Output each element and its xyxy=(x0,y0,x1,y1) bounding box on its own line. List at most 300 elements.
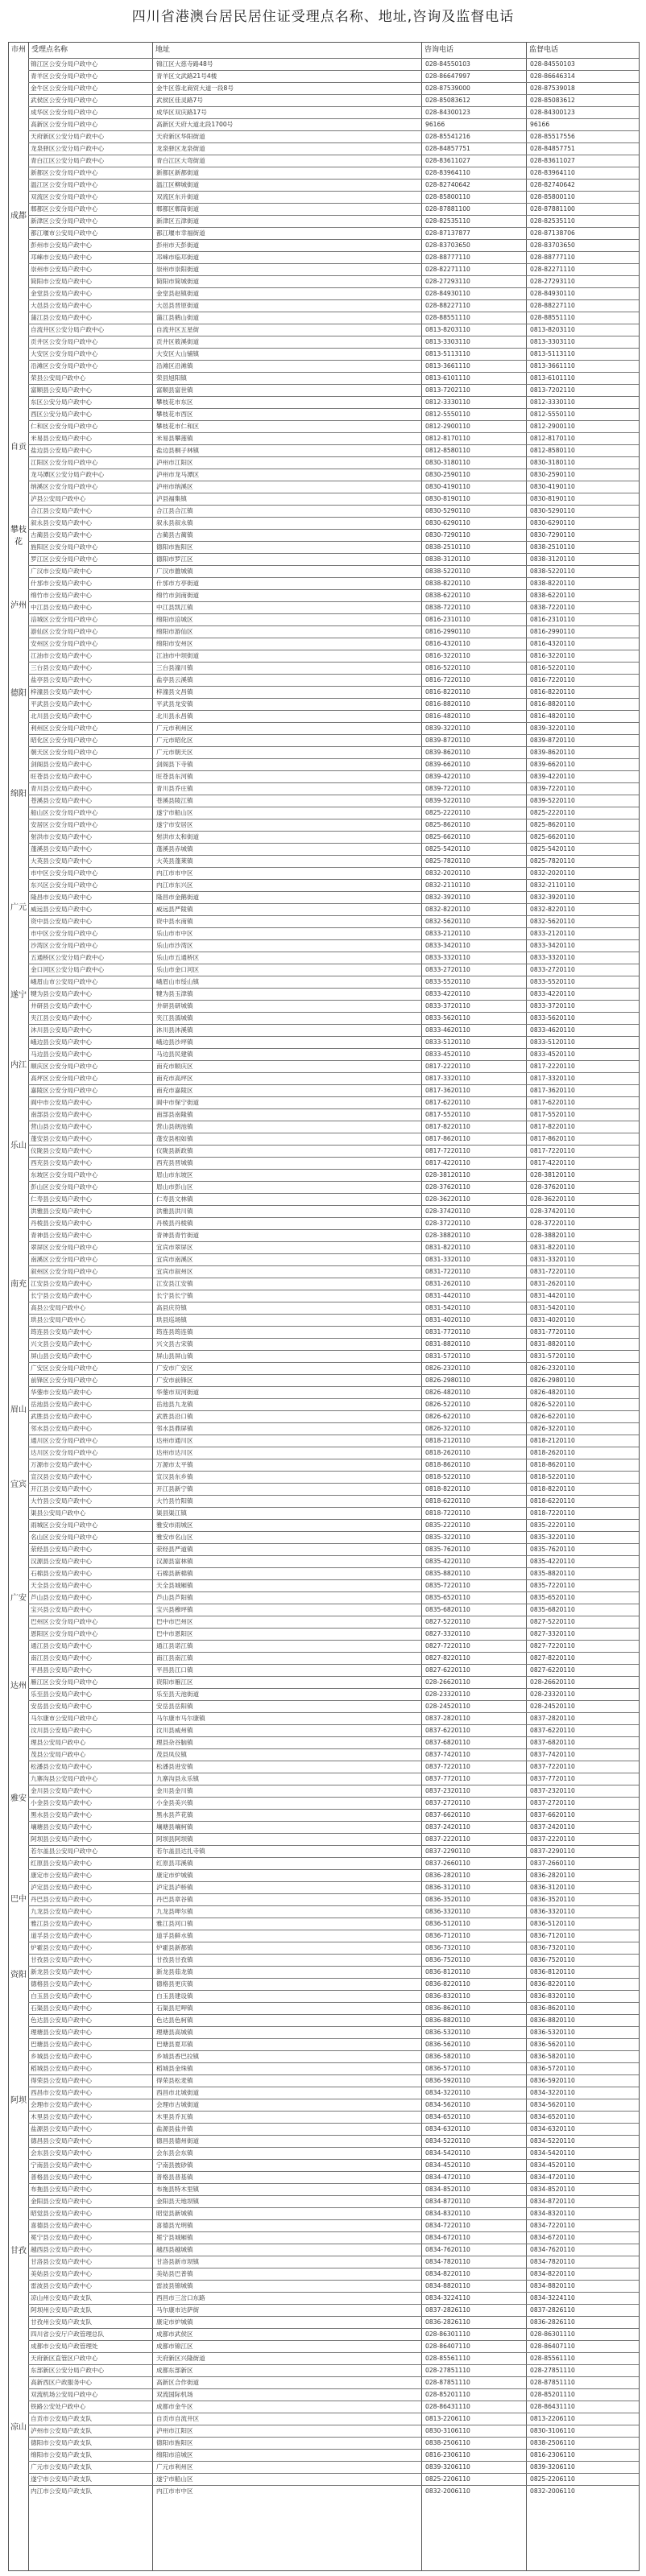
cell-monitor-phone: 028-84300123 xyxy=(530,109,575,116)
document-title: 四川省港澳台居民居住证受理点名称、地址,咨询及监督电话 xyxy=(131,9,515,25)
cell-address: 岳池县九龙镇 xyxy=(156,1401,193,1408)
cell-monitor-phone: 0831-7720110 xyxy=(530,1328,575,1335)
cell-address: 攀枝花市仁和区 xyxy=(156,423,200,430)
cell-name: 犍为县公安局户政中心 xyxy=(31,990,92,997)
cell-monitor-phone: 0827-6220110 xyxy=(530,1666,575,1674)
cell-address: 炉霍县新都镇 xyxy=(156,1944,193,1951)
cell-name: 蓬安县公安局户政中心 xyxy=(31,1135,92,1142)
cell-name: 泸定县公安局户政中心 xyxy=(31,1884,92,1891)
table-row xyxy=(9,1495,639,1507)
cell-address: 蒲江县鹤山街道 xyxy=(156,314,200,321)
cell-monitor-phone: 0836-2820110 xyxy=(530,1872,575,1879)
cell-phone: 0812-5550110 xyxy=(425,411,470,418)
cell-address: 盐亭县云溪镇 xyxy=(156,676,193,683)
table-row xyxy=(9,505,639,517)
cell-name: 东部新区公安分局户政中心 xyxy=(31,2367,105,2374)
table-row xyxy=(9,638,639,650)
table-row xyxy=(9,915,639,927)
cell-name: 江油市公安局户政中心 xyxy=(31,652,92,659)
cell-name: 高新西区户政服务中心 xyxy=(31,2379,92,2386)
cell-phone: 0833-5520110 xyxy=(425,978,470,985)
cell-monitor-phone: 0833-4520110 xyxy=(530,1051,575,1058)
table-row xyxy=(9,1338,639,1350)
cell-address: 广元市朝天区 xyxy=(156,749,193,756)
cell-name: 乐至县公安局户政中心 xyxy=(31,1690,92,1698)
cell-phone: 0813-7202110 xyxy=(425,386,470,394)
cell-name: 龙马潭区公安分局户政中心 xyxy=(31,471,105,478)
cell-monitor-phone: 0816-2310110 xyxy=(530,616,575,623)
cell-monitor-phone: 0836-5820110 xyxy=(530,2053,575,2060)
cell-monitor-phone: 0836-8220110 xyxy=(530,1980,575,1988)
cell-address: 马尔康市马尔康镇 xyxy=(156,1715,205,1722)
cell-monitor-phone: 0818-2620110 xyxy=(530,1449,575,1456)
cell-name: 仁寿县公安局户政中心 xyxy=(31,1195,92,1203)
cell-phone: 0817-8220110 xyxy=(425,1123,470,1130)
city-label: 眉山 xyxy=(10,1405,27,1414)
cell-phone: 0832-8220110 xyxy=(425,906,470,913)
cell-monitor-phone: 0816-3220110 xyxy=(530,652,575,659)
cell-phone: 0816-4320110 xyxy=(425,640,470,647)
cell-phone: 0812-8170110 xyxy=(425,435,470,442)
cell-monitor-phone: 028-27851110 xyxy=(530,2367,575,2374)
cell-phone: 028-82740642 xyxy=(425,181,470,188)
cell-address: 雅安市雨城区 xyxy=(156,1521,193,1529)
cell-address: 金牛区蓉北商贸大道一段8号 xyxy=(156,85,234,92)
cell-address: 沿滩区沿滩镇 xyxy=(156,362,193,369)
cell-monitor-phone: 0837-7720110 xyxy=(530,1775,575,1782)
table-row xyxy=(9,432,639,444)
table-row xyxy=(9,1604,639,1616)
cell-monitor-phone: 0836-7520110 xyxy=(530,1956,575,1963)
table-row xyxy=(9,2183,639,2195)
city-label: 南充 xyxy=(10,1279,27,1289)
cell-name: 平武县公安局户政中心 xyxy=(31,700,92,708)
cell-phone: 0816-5220110 xyxy=(425,664,470,671)
city-label: 内江 xyxy=(10,1061,27,1071)
cell-phone: 0837-2820110 xyxy=(425,1715,470,1722)
cell-phone: 0836-3520110 xyxy=(425,1896,470,1903)
cell-monitor-phone: 0831-2620110 xyxy=(530,1280,575,1287)
cell-name: 泸州市公安局户政支队 xyxy=(31,2427,92,2434)
cell-name: 阿坝州公安局户政支队 xyxy=(31,2306,92,2314)
cell-phone: 028-86431110 xyxy=(425,2403,470,2410)
cell-address: 宜宾市叙州区 xyxy=(156,1268,193,1275)
cell-address: 中江县凯江镇 xyxy=(156,604,193,611)
table-row xyxy=(9,203,639,215)
cell-name: 江阳区公安分局户政中心 xyxy=(31,459,98,466)
table-row xyxy=(9,155,639,167)
cell-name: 广元市公安局户政支队 xyxy=(31,2463,92,2471)
cell-name: 雅江县公安局户政中心 xyxy=(31,1920,92,1927)
cell-monitor-phone: 0813-3303110 xyxy=(530,338,575,345)
cell-name: 新都区公安分局户政中心 xyxy=(31,169,98,176)
cell-address: 资中县水南镇 xyxy=(156,918,193,925)
city-label: 绵阳 xyxy=(10,790,27,799)
cell-monitor-phone: 0813-7202110 xyxy=(530,386,575,394)
cell-monitor-phone: 0818-6220110 xyxy=(530,1497,575,1505)
cell-address: 新都区新都街道 xyxy=(156,169,200,176)
cell-name: 龙泉驿区公安分局户政中心 xyxy=(31,145,105,152)
cell-name: 筠连县公安局户政中心 xyxy=(31,1328,92,1335)
cell-name: 东坡区公安分局户政中心 xyxy=(31,1171,98,1179)
cell-address: 平武县龙安镇 xyxy=(156,700,193,708)
cell-name: 仪陇县公安局户政中心 xyxy=(31,1147,92,1154)
table-row xyxy=(9,795,639,807)
table-row xyxy=(9,855,639,867)
cell-monitor-phone: 0827-7220110 xyxy=(530,1642,575,1649)
cell-phone: 0836-3120110 xyxy=(425,1884,470,1891)
cell-address: 石棉县新棉镇 xyxy=(156,1570,193,1577)
cell-phone: 0834-7820110 xyxy=(425,2258,470,2265)
cell-monitor-phone: 0836-3320110 xyxy=(530,1908,575,1915)
cell-phone: 028-87881100 xyxy=(425,205,470,213)
cell-name: 康定市公安局户政中心 xyxy=(31,1872,92,1879)
cell-address: 松潘县进安镇 xyxy=(156,1763,193,1770)
cell-address: 石渠县尼呷镇 xyxy=(156,2004,193,2012)
table-row xyxy=(9,2147,639,2159)
table-row xyxy=(9,1000,639,1012)
table-row xyxy=(9,2244,639,2256)
cell-name: 珙县公安局户政中心 xyxy=(31,1316,86,1323)
cell-name: 自贡市公安局户政支队 xyxy=(31,2415,92,2422)
city-label: 乐山 xyxy=(10,1141,27,1151)
table-row xyxy=(9,988,639,1000)
table-row xyxy=(9,964,639,976)
cell-name: 利州区公安分局户政中心 xyxy=(31,724,98,732)
cell-phone: 0837-2420110 xyxy=(425,1823,470,1831)
cell-address: 自贡市自流井区 xyxy=(156,2415,200,2422)
table-row xyxy=(9,1918,639,1930)
cell-phone: 028-27293110 xyxy=(425,278,470,285)
cell-name: 彭州市公安局户政中心 xyxy=(31,242,92,249)
city-label: 达州 xyxy=(10,1682,27,1691)
cell-address: 丹棱县丹棱镇 xyxy=(156,1220,193,1227)
cell-monitor-phone: 028-85201110 xyxy=(530,2391,575,2398)
table-row xyxy=(9,686,639,698)
cell-phone: 028-85083612 xyxy=(425,97,470,104)
cell-address: 仁寿县文林镇 xyxy=(156,1195,193,1203)
cell-monitor-phone: 0832-5620110 xyxy=(530,918,575,925)
cell-name: 德阳市公安局户政支队 xyxy=(31,2439,92,2446)
cell-address: 阆中市保宁街道 xyxy=(156,1099,200,1106)
cell-phone: 0835-6520110 xyxy=(425,1594,470,1601)
cell-address: 小金县美兴镇 xyxy=(156,1799,193,1806)
cell-name: 简阳市公安局户政中心 xyxy=(31,278,92,285)
cell-phone: 0831-4020110 xyxy=(425,1316,470,1323)
cell-name: 九寨沟县公安局户政中心 xyxy=(31,1775,98,1782)
table-row xyxy=(9,2074,639,2087)
table-row xyxy=(9,2087,639,2099)
table-row xyxy=(9,650,639,662)
cell-monitor-phone: 0835-2220110 xyxy=(530,1521,575,1529)
cell-monitor-phone: 0834-7620110 xyxy=(530,2246,575,2253)
cell-address: 德阳市罗江区 xyxy=(156,555,193,563)
cell-phone: 0817-3620110 xyxy=(425,1087,470,1094)
cell-phone: 0826-4820110 xyxy=(425,1389,470,1396)
table-row xyxy=(9,2002,639,2014)
cell-name: 甘孜县公安局户政中心 xyxy=(31,1956,92,1963)
cell-phone: 0818-8620110 xyxy=(425,1461,470,1468)
cell-phone: 0827-8220110 xyxy=(425,1654,470,1662)
table-row xyxy=(9,2388,639,2401)
cell-monitor-phone: 0834-3224110 xyxy=(530,2294,575,2301)
city-label: 广安 xyxy=(10,1593,27,1603)
cell-phone: 0826-2320110 xyxy=(425,1364,470,1372)
cell-name: 甘洛县公安局户政中心 xyxy=(31,2258,92,2265)
cell-address: 泸州市江阳区 xyxy=(156,2427,193,2434)
cell-name: 成华区公安分局户政中心 xyxy=(31,109,98,116)
cell-monitor-phone: 0837-6620110 xyxy=(530,1811,575,1818)
cell-monitor-phone: 0838-5220110 xyxy=(530,568,575,575)
cell-name: 江安县公安局户政中心 xyxy=(31,1280,92,1287)
cell-address: 荣县旭阳镇 xyxy=(156,374,187,382)
cell-monitor-phone: 0834-8220110 xyxy=(530,2270,575,2277)
cell-address: 射洪市太和街道 xyxy=(156,833,200,840)
cell-address: 简阳市简城街道 xyxy=(156,278,200,285)
cell-name: 合江县公安局户政中心 xyxy=(31,507,92,514)
cell-address: 泸州市纳溪区 xyxy=(156,483,193,490)
cell-name: 盐亭县公安局户政中心 xyxy=(31,676,92,683)
cell-address: 成都东部新区 xyxy=(156,2367,193,2374)
table-row xyxy=(9,2159,639,2171)
cell-phone: 0837-6220110 xyxy=(425,1727,470,1734)
cell-name: 红原县公安局户政中心 xyxy=(31,1860,92,1867)
cell-name: 巴州区公安分局户政中心 xyxy=(31,1618,98,1625)
table-row xyxy=(9,698,639,710)
cell-name: 芦山县公安局户政中心 xyxy=(31,1594,92,1601)
cell-address: 得荣县松麦镇 xyxy=(156,2077,193,2084)
header-monitor-phone: 监督电话 xyxy=(529,46,559,54)
cell-phone: 0834-8220110 xyxy=(425,2270,470,2277)
cell-phone: 0834-8820110 xyxy=(425,2282,470,2289)
cell-phone: 028-37420110 xyxy=(425,1208,470,1215)
cell-monitor-phone: 0837-2420110 xyxy=(530,1823,575,1831)
cell-name: 天府新区公安分局户政中心 xyxy=(31,133,105,140)
cell-phone: 0831-5420110 xyxy=(425,1304,470,1311)
cell-address: 道孚县鲜水镇 xyxy=(156,1932,193,1939)
cell-monitor-phone: 0834-6320110 xyxy=(530,2125,575,2132)
cell-phone: 028-37620110 xyxy=(425,1183,470,1191)
cell-address: 壤塘县壤柯镇 xyxy=(156,1823,193,1831)
table-row xyxy=(9,2304,639,2316)
cell-monitor-phone: 0831-3320110 xyxy=(530,1256,575,1263)
cell-phone: 0835-8820110 xyxy=(425,1570,470,1577)
cell-address: 南充市嘉陵区 xyxy=(156,1087,193,1094)
table-row xyxy=(9,517,639,529)
cell-name: 大英县公安局户政中心 xyxy=(31,857,92,865)
cell-phone: 0818-8220110 xyxy=(425,1485,470,1492)
cell-monitor-phone: 0836-3120110 xyxy=(530,1884,575,1891)
cell-monitor-phone: 0833-4620110 xyxy=(530,1026,575,1034)
city-label: 广元 xyxy=(10,902,27,912)
cell-phone: 0816-4820110 xyxy=(425,712,470,720)
cell-address: 什邡市方亭街道 xyxy=(156,580,200,587)
cell-phone: 028-85561110 xyxy=(425,2355,470,2362)
cell-monitor-phone: 0839-3220110 xyxy=(530,724,575,732)
cell-name: 古蔺县公安局户政中心 xyxy=(31,531,92,539)
cell-address: 夹江县漹城镇 xyxy=(156,1014,193,1022)
cell-monitor-phone: 0831-4420110 xyxy=(530,1292,575,1299)
cell-phone: 0825-6620110 xyxy=(425,833,470,840)
city-label: 雅安 xyxy=(10,1794,27,1804)
cell-monitor-phone: 0837-7420110 xyxy=(530,1751,575,1758)
cell-monitor-phone: 028-85517556 xyxy=(530,133,575,140)
cell-name: 邻水县公安局户政中心 xyxy=(31,1425,92,1432)
cell-address: 新龙县茹龙镇 xyxy=(156,1968,193,1975)
cell-address: 德阳市旌阳区 xyxy=(156,543,193,551)
cell-address: 屏山县屏山镇 xyxy=(156,1352,193,1360)
table-row xyxy=(9,1483,639,1495)
table-row xyxy=(9,2014,639,2026)
cell-name: 平昌县公安局户政中心 xyxy=(31,1666,92,1674)
cell-monitor-phone: 0825-6620110 xyxy=(530,833,575,840)
cell-address: 广元市昭化区 xyxy=(156,737,193,744)
cell-phone: 028-84857751 xyxy=(425,145,470,152)
cell-name: 青羊区公安分局户政中心 xyxy=(31,72,98,80)
cell-name: 渠县公安局户政中心 xyxy=(31,1509,86,1517)
cell-address: 乐山市沙湾区 xyxy=(156,942,193,949)
cell-address: 洪雅县洪川镇 xyxy=(156,1208,193,1215)
cell-monitor-phone: 0838-3120110 xyxy=(530,555,575,563)
cell-monitor-phone: 0812-3330110 xyxy=(530,398,575,406)
table-row xyxy=(9,456,639,469)
cell-monitor-phone: 028-82271110 xyxy=(530,266,575,273)
table-row xyxy=(9,903,639,915)
cell-monitor-phone: 0834-5620110 xyxy=(530,2101,575,2108)
table-row xyxy=(9,1060,639,1072)
cell-name: 茂县公安局户政中心 xyxy=(31,1751,86,1758)
table-row xyxy=(9,674,639,686)
cell-phone: 0837-6820110 xyxy=(425,1739,470,1746)
cell-address: 安岳县岳阳镇 xyxy=(156,1703,193,1710)
cell-name: 郫都区公安分局户政中心 xyxy=(31,205,98,213)
cell-name: 罗江区公安分局户政中心 xyxy=(31,555,98,563)
cell-monitor-phone: 0833-3320110 xyxy=(530,954,575,961)
cell-name: 兴文县公安局户政中心 xyxy=(31,1340,92,1348)
cell-name: 洪雅县公安局户政中心 xyxy=(31,1208,92,1215)
cell-name: 夹江县公安局户政中心 xyxy=(31,1014,92,1022)
table-row xyxy=(9,1591,639,1604)
cell-monitor-phone: 0825-5420110 xyxy=(530,845,575,852)
cell-phone: 0813-2206110 xyxy=(425,2415,470,2422)
cell-phone: 0836-8820110 xyxy=(425,2017,470,2024)
cell-address: 康定市炉城镇 xyxy=(156,1872,193,1879)
table-row xyxy=(9,1555,639,1567)
table-row xyxy=(9,1845,639,1857)
cell-phone: 0830-7290110 xyxy=(425,531,470,539)
cell-phone: 0835-2220110 xyxy=(425,1521,470,1529)
cell-phone: 0817-5520110 xyxy=(425,1111,470,1118)
cell-name: 美姑县公安局户政中心 xyxy=(31,2270,92,2277)
cell-address: 茂县凤仪镇 xyxy=(156,1751,187,1758)
city-label: 成都 xyxy=(10,212,27,221)
cell-address: 甘洛县新市坝镇 xyxy=(156,2258,200,2265)
cell-monitor-phone: 0834-8820110 xyxy=(530,2282,575,2289)
cell-name: 昭化区公安分局户政中心 xyxy=(31,737,98,744)
cell-monitor-phone: 0832-2110110 xyxy=(530,881,575,889)
cell-name: 叙永县公安局户政中心 xyxy=(31,519,92,526)
cell-phone: 0817-4220110 xyxy=(425,1159,470,1166)
cell-phone: 0833-3420110 xyxy=(425,942,470,949)
cell-phone: 0816-8820110 xyxy=(425,700,470,708)
table-row xyxy=(9,312,639,324)
cell-monitor-phone: 0833-5520110 xyxy=(530,978,575,985)
cell-address: 德昌县德州街道 xyxy=(156,2137,200,2145)
cell-phone: 0833-2120110 xyxy=(425,930,470,937)
cell-name: 稻城县公安局户政中心 xyxy=(31,2065,92,2072)
cell-monitor-phone: 0831-5420110 xyxy=(530,1304,575,1311)
cell-phone: 028-83964110 xyxy=(425,169,470,176)
cell-address: 江油市中坝街道 xyxy=(156,652,200,659)
table-row xyxy=(9,444,639,456)
cell-phone: 0830-4190110 xyxy=(425,483,470,490)
cell-monitor-phone: 0827-8220110 xyxy=(530,1654,575,1662)
cell-monitor-phone: 0816-5220110 xyxy=(530,664,575,671)
cell-phone: 0834-8320110 xyxy=(425,2210,470,2217)
cell-address: 井研县研城镇 xyxy=(156,1002,193,1009)
cell-address: 双流区东升街道 xyxy=(156,193,200,200)
cell-monitor-phone: 028-37220110 xyxy=(530,1220,575,1227)
cell-phone: 0817-7220110 xyxy=(425,1147,470,1154)
table-row xyxy=(9,2256,639,2268)
cell-name: 四川省公安厅户政管理总队 xyxy=(31,2330,105,2338)
cell-address: 沐川县沐溪镇 xyxy=(156,1026,193,1034)
table-row xyxy=(9,215,639,227)
table-row xyxy=(9,1688,639,1700)
cell-monitor-phone: 0838-2510110 xyxy=(530,543,575,551)
cell-address: 温江区柳城街道 xyxy=(156,181,200,188)
table-row xyxy=(9,1314,639,1326)
cell-phone: 0812-3330110 xyxy=(425,398,470,406)
table-row xyxy=(9,2171,639,2183)
cell-address: 隆昌市金鹅街道 xyxy=(156,894,200,901)
cell-name: 船山区公安分局户政中心 xyxy=(31,809,98,816)
table-row xyxy=(9,1024,639,1036)
table-row xyxy=(9,2376,639,2388)
table-row xyxy=(9,2461,639,2473)
cell-monitor-phone: 0813-5113110 xyxy=(530,350,575,357)
cell-name: 炉霍县公安局户政中心 xyxy=(31,1944,92,1951)
cell-name: 得荣县公安局户政中心 xyxy=(31,2077,92,2084)
city-label: 德阳 xyxy=(10,689,27,699)
table-row xyxy=(9,710,639,722)
cell-name: 旌阳区公安分局户政中心 xyxy=(31,543,98,551)
table-row xyxy=(9,336,639,348)
cell-name: 宣汉县公安局户政中心 xyxy=(31,1473,92,1480)
cell-address: 乡城县香巴拉镇 xyxy=(156,2053,200,2060)
table-row xyxy=(9,1628,639,1640)
cell-name: 北川县公安局户政中心 xyxy=(31,712,92,720)
table-row xyxy=(9,879,639,891)
table-row xyxy=(9,976,639,988)
cell-name: 金阳县公安局户政中心 xyxy=(31,2198,92,2205)
city-label: 资阳 xyxy=(10,1970,27,1979)
cell-monitor-phone: 0839-6620110 xyxy=(530,761,575,768)
cell-name: 理塘县公安局户政中心 xyxy=(31,2029,92,2036)
cell-address: 天全县城厢镇 xyxy=(156,1582,193,1589)
table-row xyxy=(9,782,639,795)
table-row xyxy=(9,1930,639,1942)
cell-address: 彭州市天彭街道 xyxy=(156,242,200,249)
cell-name: 遂宁市公安局户政支队 xyxy=(31,2475,92,2483)
table-row xyxy=(9,1724,639,1736)
cell-name: 布拖县公安局户政中心 xyxy=(31,2186,92,2193)
cell-phone: 0837-2826110 xyxy=(425,2306,470,2314)
cell-monitor-phone: 0837-2820110 xyxy=(530,1715,575,1722)
cell-phone: 028-38820110 xyxy=(425,1232,470,1239)
cell-phone: 0825-5420110 xyxy=(425,845,470,852)
cell-monitor-phone: 0826-2320110 xyxy=(530,1364,575,1372)
